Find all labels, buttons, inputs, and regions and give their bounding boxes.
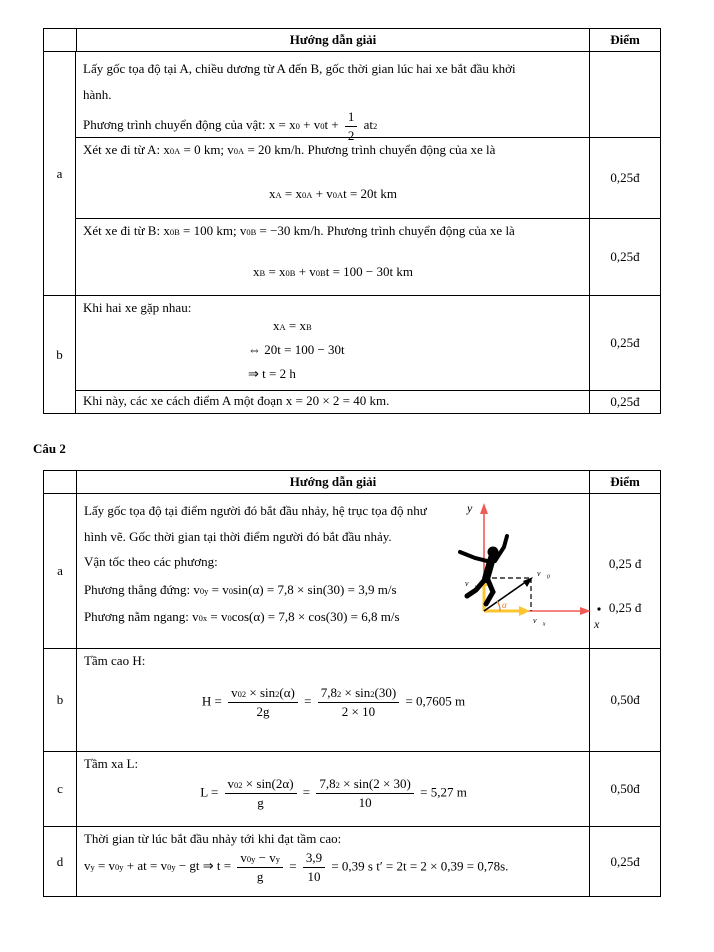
table1-row-xeB <box>76 219 661 296</box>
xeA-text: Xét xe đi từ A: $x_{0A} = 0$ km; $v_{0A} = 20$ km/h. Phương trình chuyển động của xe là <box>83 142 496 157</box>
row-d-points: 0,25đ <box>590 827 661 897</box>
meet-eq1: $x_A = x_B$ <box>273 318 312 333</box>
fraction-numerator: $v_0^2 \times \sin(2\alpha)$ <box>225 776 297 794</box>
answer-table-cau2 <box>43 470 661 897</box>
table1-header-row <box>44 29 661 52</box>
row-a-line2: hình vẽ. Gốc thời gian tại thời điểm người đó bắt đầu nhảy. <box>83 529 392 544</box>
row-c-equation <box>84 776 583 811</box>
table2-header-points: Điểm <box>590 471 661 494</box>
vy-label: $v⃗_y$ <box>464 579 478 591</box>
x-axis-arrowhead <box>580 607 591 615</box>
intro-eq-suffix: $at^2$ <box>363 117 378 133</box>
distance-points: 0,25đ <box>590 391 661 414</box>
table2-row-b-cell <box>77 649 590 752</box>
table1-group-b-label: b <box>44 296 76 414</box>
person-right-leg <box>486 580 493 604</box>
table1-intro-points-cell <box>590 52 661 138</box>
row-b-eq-mid: = <box>304 693 312 709</box>
alpha-label: α <box>501 600 507 610</box>
meet-equations <box>248 318 583 382</box>
page <box>0 28 714 952</box>
row-d-text: Thời gian từ lúc bắt đầu nhảy tới khi đạt tầm cao: <box>83 831 342 846</box>
xeA-points: 0,25đ <box>590 138 661 219</box>
fraction-denominator: 10 <box>358 795 372 810</box>
meet-eq3: ⇒ t = 2 h <box>248 366 296 381</box>
row-a-text-block <box>84 498 462 629</box>
table1-header-solution: Hướng dẫn giải <box>77 29 590 52</box>
fraction-denominator: 2 <box>347 128 355 143</box>
cau2-heading: Câu 2 <box>33 441 66 456</box>
xeA-equation: $x_A = x_{0A} + v_{0A}t = 20t$ km <box>268 186 398 201</box>
row-b-eq-lhs: H = <box>201 693 222 709</box>
row-a-line4: Phương thẳng đứng: $v_{0y} = v_0\sin(\alpha) = 7,8 \times \sin(30) = 3,9$ m/s <box>83 582 397 597</box>
table2-row-b <box>44 649 661 752</box>
fraction-numerator: $v_0^2 \times \sin^2(\alpha)$ <box>228 685 298 703</box>
row-c-fraction-2 <box>316 776 414 811</box>
v0-label: $v⃗_0$ <box>536 569 550 581</box>
row-b-fraction-1 <box>228 685 298 720</box>
row-b-points: 0,50đ <box>590 649 661 752</box>
table2-header-solution: Hướng dẫn giải <box>77 471 590 494</box>
row-c-eq-mid: = <box>302 784 311 800</box>
row-a-points-1: 0,25 đ <box>608 556 642 571</box>
row-c-points: 0,50đ <box>590 752 661 827</box>
fraction-denominator: 2g <box>256 704 270 719</box>
table1-header-empty-cell <box>44 29 77 52</box>
row-a-line5: Phương nằm ngang: $v_{0x} = v_0\cos(\alpha) = 7,8 \times \cos(30) = 6,8$ m/s <box>83 609 400 624</box>
intro-line2: hành. <box>83 87 112 102</box>
row-b-text: Tầm cao H: <box>83 653 146 668</box>
table2-row-c <box>44 752 661 827</box>
table1-xeB-cell <box>76 219 590 296</box>
vx-label: $v⃗_x$ <box>532 616 546 628</box>
intro-line1: Lấy gốc tọa độ tại A, chiều dương từ A đến B, gốc thời gian lúc hai xe bắt đầu khởi <box>83 61 516 76</box>
fraction-denominator: g <box>257 795 264 810</box>
table1-intro-cell <box>76 52 590 143</box>
answer-table-cau1 <box>43 28 661 414</box>
table1-group-a <box>44 52 661 296</box>
table2-row-a <box>44 494 661 649</box>
row-a-points-2: 0,25 đ <box>608 600 642 615</box>
row-d-eq-mid: = <box>289 858 297 874</box>
row-b-eq-rhs: = 0,7605 m <box>405 693 466 709</box>
y-axis-arrowhead <box>480 503 488 514</box>
y-axis-label: y <box>466 501 473 515</box>
vx-arrowhead <box>519 606 530 616</box>
table2-row-d <box>44 827 661 897</box>
fraction-numerator: $7,8^2 \times \sin(2 \times 30)$ <box>316 776 414 794</box>
table2-header-row <box>44 471 661 494</box>
meet-text: Khi hai xe gặp nhau: <box>83 300 192 315</box>
table1-row-xeA <box>76 138 661 219</box>
table1-meet-cell <box>76 296 590 391</box>
row-a-line3: Vận tốc theo các phương: <box>83 554 218 569</box>
xeB-text: Xét xe đi từ B: $x_{0B} = 100$ km; $v_{0B} = -30$ km/h. Phương trình chuyển động của xe là <box>83 223 515 238</box>
projectile-figure <box>449 496 614 646</box>
xeB-equation: $x_B = x_{0B} + v_{0B}t = 100 - 30t$ km <box>253 264 413 279</box>
fraction-numerator: 1 <box>345 109 358 127</box>
intro-eq-prefix: Phương trình chuyển động của vật: $x = x_0 + v_0t$ + <box>83 117 339 133</box>
row-b-equation <box>84 685 583 720</box>
table2-row-a-label: a <box>44 494 77 649</box>
table1-row-meet <box>76 296 661 391</box>
row-d-eq-post: = 0,39 s t′ = 2t = 2 × 0,39 = 0,78s. <box>331 858 509 874</box>
row-d-fraction-2 <box>303 850 325 885</box>
table2-row-c-cell <box>77 752 590 827</box>
table1-row-intro <box>76 52 661 143</box>
row-b-fraction-2 <box>318 685 399 720</box>
row-c-eq-lhs: L = <box>200 784 219 800</box>
table1-group-a-label: a <box>44 52 76 296</box>
x-axis-label: x <box>593 617 600 631</box>
fraction-numerator: $v_{0y} - v_y$ <box>237 850 283 868</box>
table2-row-b-label: b <box>44 649 77 752</box>
row-c-fraction-1 <box>225 776 297 811</box>
row-d-equation <box>84 850 583 885</box>
fraction-denominator: g <box>256 869 264 884</box>
table1-xeA-cell <box>76 138 590 219</box>
meet-eq2: ⇔ 20t = 100 − 30t <box>248 342 345 357</box>
table1-header-points: Điểm <box>590 29 661 52</box>
person-left-arm <box>460 552 491 562</box>
table2-row-a-cell <box>77 494 600 649</box>
table2-header-empty-cell <box>44 471 77 494</box>
row-d-eq-pre: $v_y = v_{0y}$ + at = $v_{0y}$ − gt ⇒ t = <box>83 858 232 874</box>
meet-points: 0,25đ <box>590 296 661 391</box>
table1-row-distance <box>76 391 661 414</box>
table1-distance-cell: Khi này, các xe cách điểm A một đoạn x = 20 × 2 = 40 km. <box>76 391 590 414</box>
row-c-text: Tầm xa L: <box>83 756 139 771</box>
fraction-numerator: 3,9 <box>303 850 325 868</box>
table2-row-d-cell <box>77 827 590 897</box>
table2-row-c-label: c <box>44 752 77 827</box>
xeB-points: 0,25đ <box>590 219 661 296</box>
row-d-fraction-1 <box>237 850 283 885</box>
row-c-eq-rhs: = 5,27 m <box>420 784 467 800</box>
fraction-numerator: $7,8^2 \times \sin^2(30)$ <box>318 685 399 703</box>
fraction-denominator: 2 × 10 <box>341 704 376 719</box>
row-a-line1: Lấy gốc tọa độ tại điểm người đó bắt đầu nhảy, hệ trục tọa độ như <box>83 503 427 518</box>
table1-group-b <box>44 296 661 414</box>
table2-row-d-label: d <box>44 827 77 897</box>
x-axis-end-dot <box>597 607 600 610</box>
fraction-denominator: 10 <box>307 869 321 884</box>
